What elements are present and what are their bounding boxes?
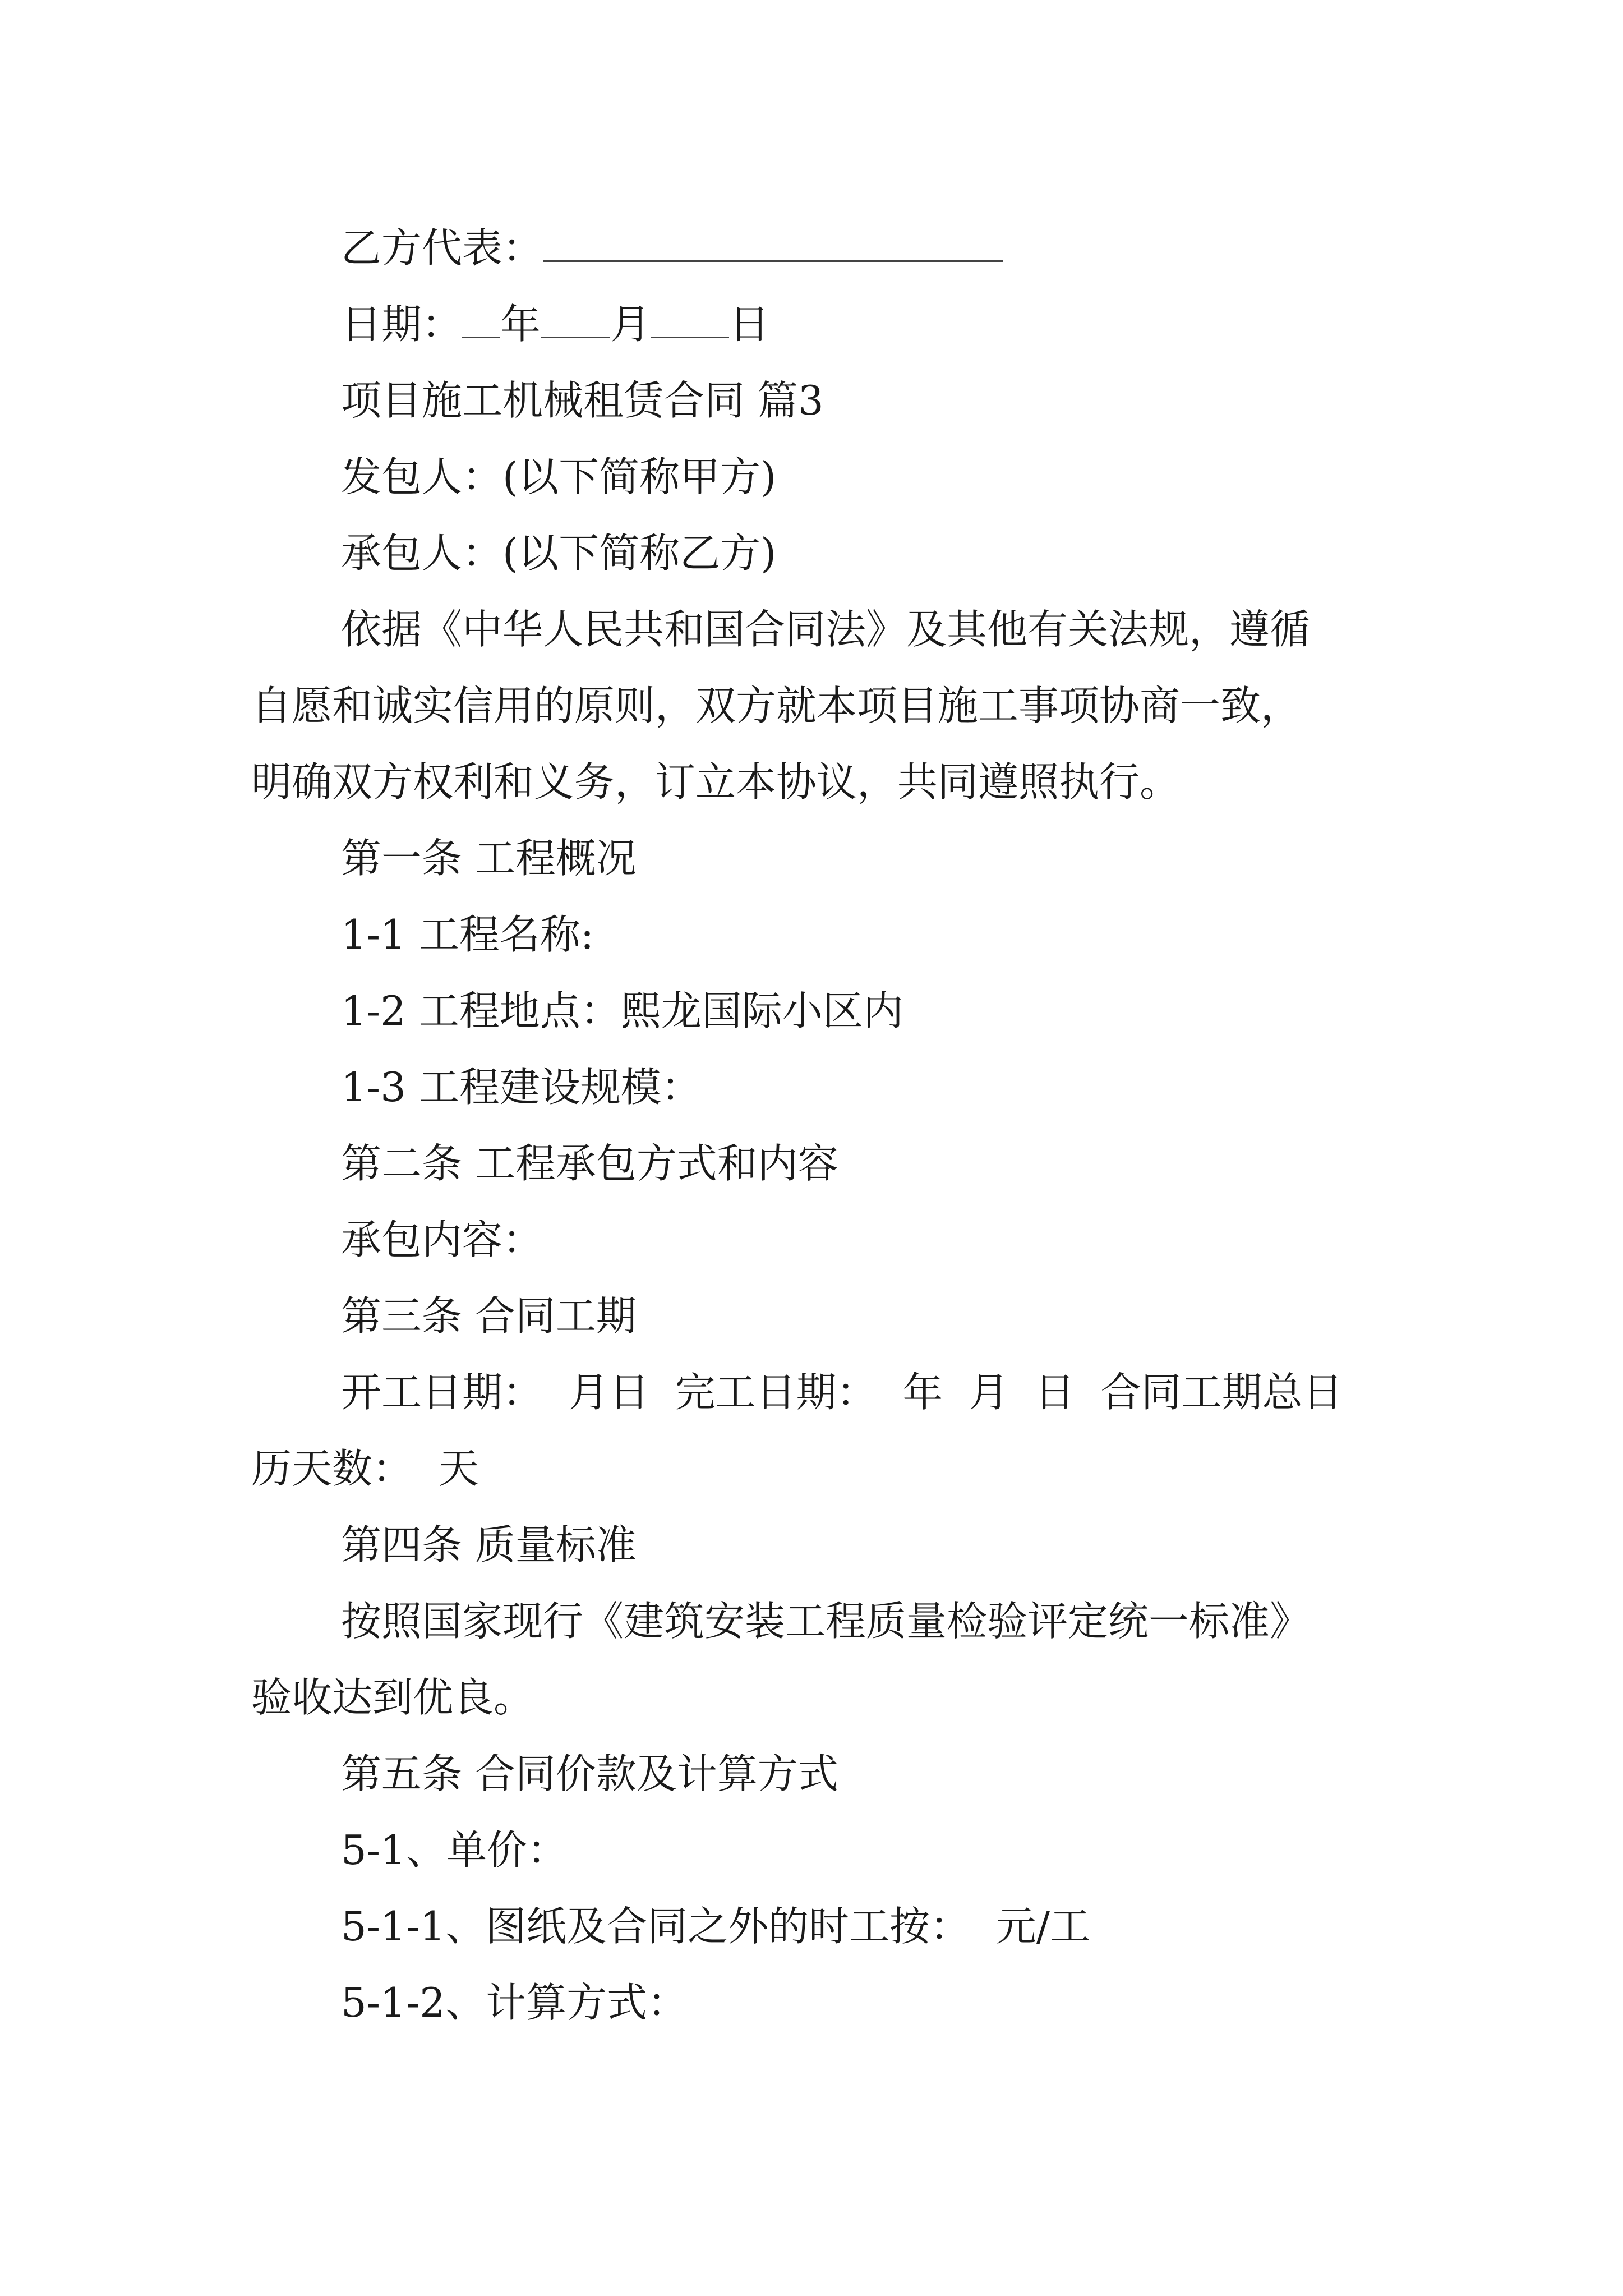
article-1-heading: 第一条 工程概况 bbox=[341, 835, 637, 882]
rep-signature-line bbox=[251, 210, 1429, 286]
day-unit: 日 bbox=[729, 301, 770, 348]
month-unit: 月 bbox=[610, 301, 651, 348]
article-4-heading: 第四条 质量标准 bbox=[341, 1521, 637, 1568]
article-4-text-line-1: 按照国家现行《建筑安装工程质量检验评定统一标准》 bbox=[341, 1598, 1311, 1645]
article-1-2: 1-2 工程地点：熙龙国际小区内 bbox=[341, 987, 903, 1034]
date-line bbox=[251, 286, 1429, 362]
article-3-dates-line-2: 历天数： 天 bbox=[251, 1445, 479, 1492]
rep-label: 乙方代表： bbox=[341, 224, 543, 272]
intro-paragraph-line-1: 依据《中华人民共和国合同法》及其他有关法规，遵循 bbox=[341, 606, 1311, 653]
article-5-heading: 第五条 合同价款及计算方式 bbox=[341, 1750, 838, 1797]
article-3-dates-line-1: 开工日期： 月日 完工日期： 年 月 日 合同工期总日 bbox=[341, 1369, 1343, 1416]
article-5-1: 5-1、单价： bbox=[341, 1826, 568, 1874]
rep-blank bbox=[543, 229, 1003, 262]
section-title: 项目施工机械租赁合同 篇3 bbox=[341, 377, 824, 424]
date-label: 日期： bbox=[341, 301, 463, 348]
year-unit: 年 bbox=[500, 301, 541, 348]
year-blank bbox=[462, 305, 500, 338]
party-a-line: 发包人：(以下简称甲方) bbox=[341, 453, 777, 500]
article-1-3: 1-3 工程建设规模： bbox=[341, 1064, 702, 1111]
month-blank bbox=[541, 305, 610, 338]
document-body bbox=[251, 210, 1429, 2041]
article-2-heading: 第二条 工程承包方式和内容 bbox=[341, 1140, 838, 1187]
article-1-1: 1-1 工程名称: bbox=[341, 911, 594, 958]
intro-paragraph-line-2: 自愿和诚实信用的原则，双方就本项目施工事项协商一致， bbox=[251, 682, 1302, 729]
article-2-content: 承包内容： bbox=[341, 1216, 543, 1263]
intro-paragraph-line-3: 明确双方权利和义务，订立本协议，共同遵照执行。 bbox=[251, 758, 1181, 806]
article-5-1-2: 5-1-2、计算方式： bbox=[341, 1979, 688, 2026]
article-5-1-1: 5-1-1、图纸及合同之外的时工按： 元/工 bbox=[341, 1903, 1091, 1950]
article-3-heading: 第三条 合同工期 bbox=[341, 1292, 637, 1340]
party-b-line: 承包人：(以下简称乙方) bbox=[341, 530, 777, 577]
article-4-text-line-2: 验收达到优良。 bbox=[251, 1674, 534, 1721]
day-blank bbox=[651, 305, 729, 338]
